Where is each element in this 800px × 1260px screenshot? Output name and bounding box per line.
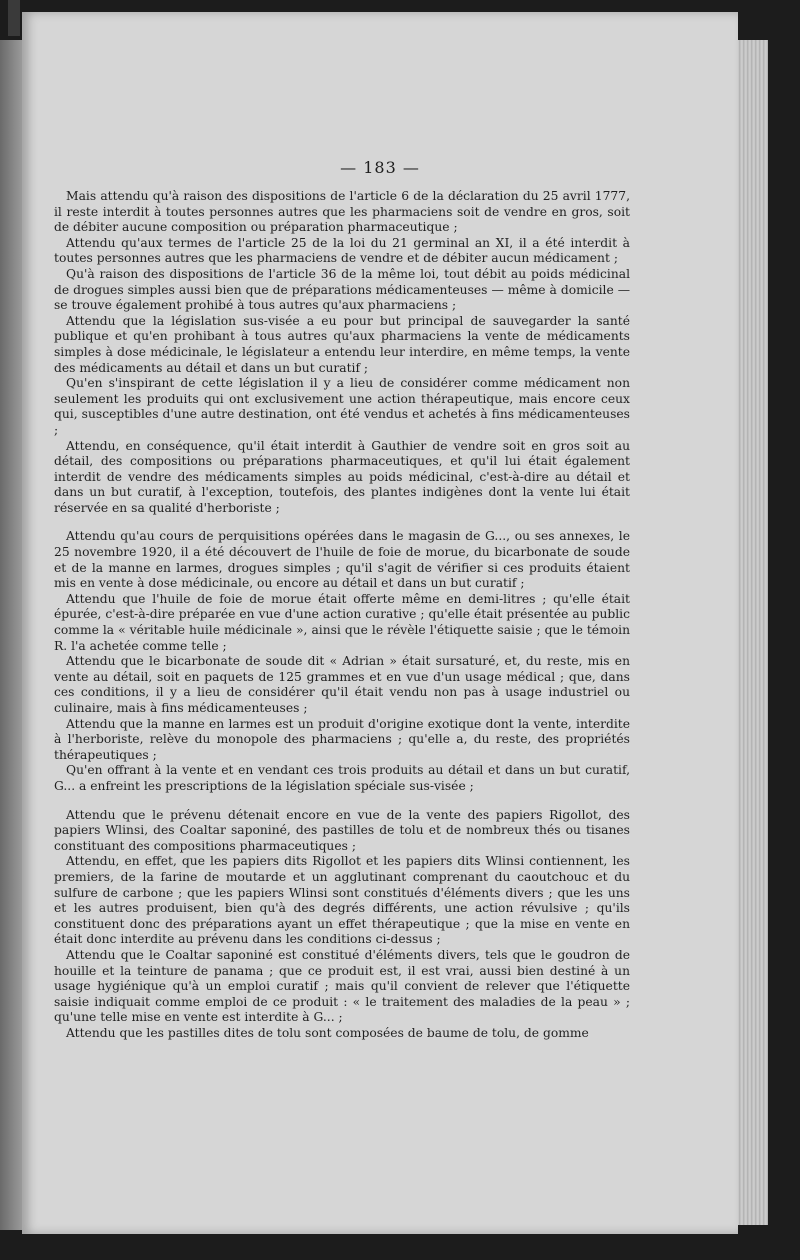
- paragraph: Attendu que la législation sus-visée a eu pour but principal de sauvegarder la santé publique et qu'en prohibant à tous autres qu'aux pharmaciens la vente de médicaments simples à dose médicinale, le législateur a entendu leur interdire, en même temps, la vente des médicaments au détail et dans un but curatif ;: [54, 313, 630, 375]
- paragraph: Attendu que le prévenu détenait encore en vue de la vente des papiers Rigollot, des papiers Wlinsi, des Coaltar saponiné, des pastilles de tolu et de nombreux thés ou tisanes constituant des compositions pharmaceutiques ;: [54, 807, 630, 853]
- paragraph: Qu'à raison des dispositions de l'article 36 de la même loi, tout débit au poids médicinal de drogues simples aussi bien que de préparations médicamenteuses — même à domicile — se trouve également prohibé à tous autres qu'aux pharmaciens ;: [54, 266, 630, 313]
- paragraph: Attendu que l'huile de foie de morue était offerte même en demi-litres ; qu'elle était épurée, c'est-à-dire préparée en vue d'une action curative ; qu'elle était présentée au public comme la « véritable huile médicinale », ainsi que le révèle l'étiquette saisie ; que le témoin R. l'a achetée comme telle ;: [54, 591, 630, 653]
- paragraph: Attendu que le bicarbonate de soude dit « Adrian » était sursaturé, et, du reste, mis en vente au détail, soit en paquets de 125 grammes et en vue d'un usage médical ; que, dans ces conditions, il y a lieu de considérer qu'il était vendu non pas à usage industriel ou culinaire, mais à fins médicamenteuses ;: [54, 654, 630, 715]
- document-page: [22, 12, 738, 1234]
- paragraph: Qu'en offrant à la vente et en vendant ces trois produits au détail et dans un but curatif, G... a enfreint les prescriptions de la législation spéciale sus-visée ;: [54, 763, 630, 793]
- paragraph: Attendu qu'au cours de perquisitions opérées dans le magasin de G..., ou ses annexes, le 25 novembre 1920, il a été découvert de l'huile de foie de morue, du bicarbonate de soude et de la manne en larmes, drogues simples ; qu'il s'agit de vérifier si ces produits étaient mis en vente à dose médicinale, ou encore au détail et dans un but curatif ;: [54, 529, 630, 591]
- adjacent-page-edge: [0, 40, 22, 1230]
- body-text: [54, 189, 630, 1041]
- paragraph: Attendu, en effet, que les papiers dits Rigollot et les papiers dits Wlinsi contiennent, les premiers, de la farine de moutarde et un agglutinant comprenant du caoutchouc et du sulfure de carbone ; que les papiers Wlinsi sont constitués d'éléments divers ; que les uns et les autres produisent, bien qu'à des degrés différents, une action révulsive ; qu'ils constituent donc des préparations ayant un effet thérapeutique ; que la mise en vente en était donc interdite au prévenu dans les conditions ci-dessus ;: [54, 854, 630, 947]
- binding-mark: [8, 0, 20, 36]
- paragraph: Mais attendu qu'à raison des dispositions de l'article 6 de la déclaration du 25 avril 1777, il reste interdit à toutes personnes autres que les pharmaciens soit de vendre en gros, soit de débiter aucune composition ou préparation pharmaceutique ;: [54, 189, 630, 235]
- paragraph: Attendu que le Coaltar saponiné est constitué d'éléments divers, tels que le goudron de houille et la teinture de panama ; que ce produit est, il est vrai, aussi bien destiné à un usage hygiénique qu'à un emploi curatif ; mais qu'il convient de relever que l'étiquette saisie indiquait comme emploi de ce produit : « le traitement des maladies de la peau » ; qu'une telle mise en vente est interdite à G... ;: [54, 947, 630, 1025]
- page-number: — 183 —: [340, 158, 420, 177]
- paragraph: Attendu qu'aux termes de l'article 25 de la loi du 21 germinal an XI, il a été interdit à toutes personnes autres que les pharmaciens de vendre et de débiter aucun médicament ;: [54, 235, 630, 266]
- paragraph: Qu'en s'inspirant de cette législation il y a lieu de considérer comme médicament non seulement les produits qui ont exclusivement une action thérapeutique, mais encore ceux qui, susceptibles d'une autre destination, ont été vendus et achetés à fins médicamenteuses ;: [54, 376, 630, 437]
- paragraph: Attendu que les pastilles dites de tolu sont composées de baume de tolu, de gomme: [66, 1025, 589, 1040]
- paragraph: Attendu, en conséquence, qu'il était interdit à Gauthier de vendre soit en gros soit au détail, des compositions ou préparations pharmaceutiques, et qu'il lui était également interdit de vendre des médicaments simples au poids médicinal, c'est-à-dire au détail et dans un but curatif, à l'exception, toutefois, des plantes indigènes dont la vente lui était réservée en sa qualité d'herboriste ;: [54, 438, 630, 515]
- paragraph: Attendu que la manne en larmes est un produit d'origine exotique dont la vente, interdite à l'herboriste, relève du monopole des pharmaciens ; qu'elle a, du reste, des propriétés thérapeutiques ;: [54, 716, 630, 762]
